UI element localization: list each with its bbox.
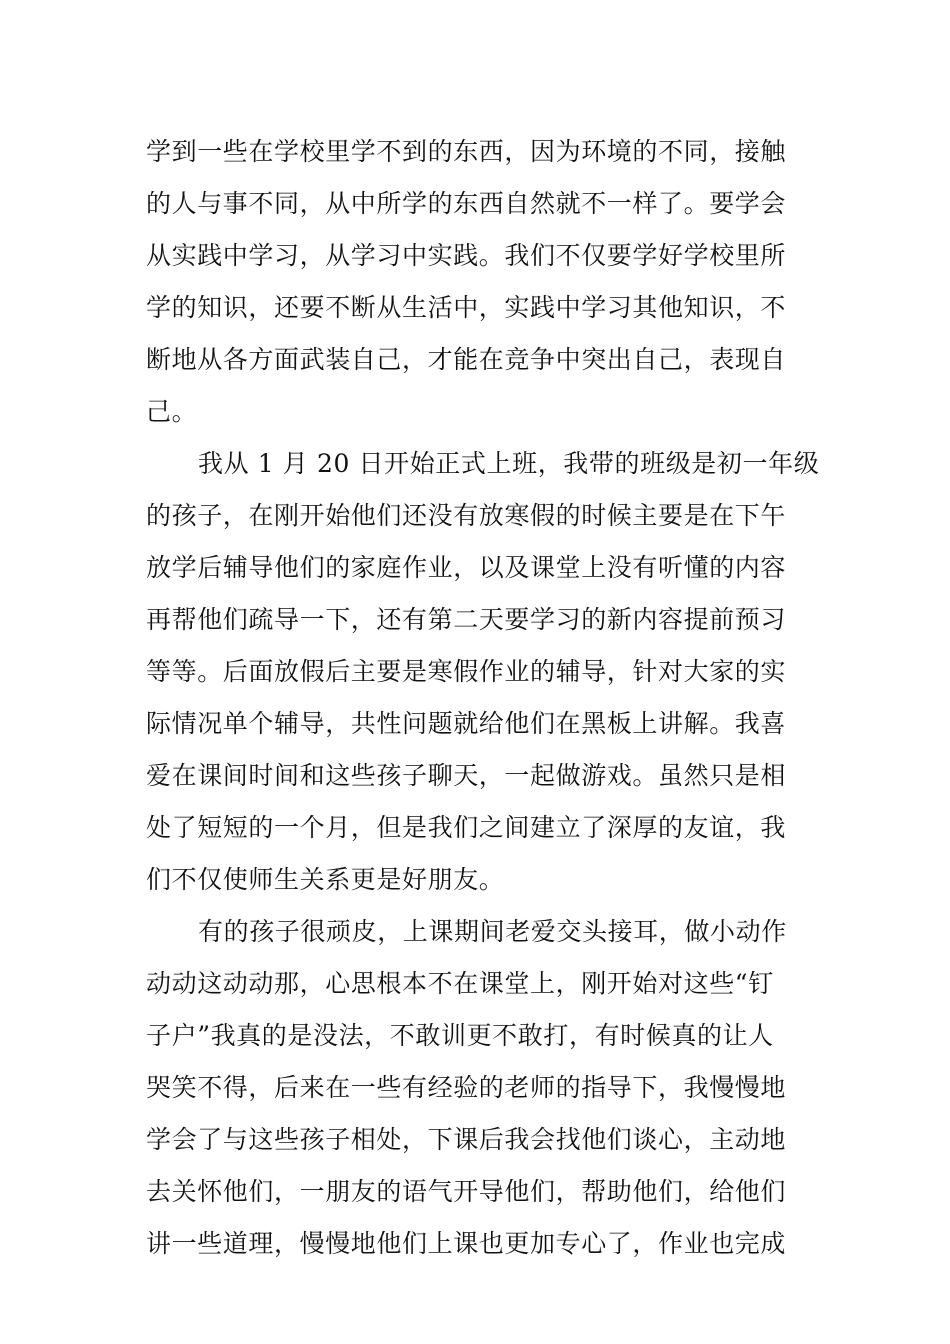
text-line: 学会了与这些孩子相处，下课后我会找他们谈心，主动地: [146, 1125, 787, 1154]
paragraph-1: [146, 126, 806, 438]
text-line: 际情况单个辅导，共性问题就给他们在黑板上讲解。我喜: [146, 709, 787, 738]
document-body: [146, 126, 820, 1270]
text-line: 断地从各方面武装自己，才能在竞争中突出自己，表现自: [146, 345, 787, 374]
text-line: 的孩子，在刚开始他们还没有放寒假的时候主要是在下午: [146, 501, 787, 530]
text-line: 再帮他们疏导一下，还有第二天要学习的新内容提前预习: [146, 605, 787, 634]
text-line: 等等。后面放假后主要是寒假作业的辅导，针对大家的实: [146, 657, 787, 686]
text-line: 哭笑不得，后来在一些有经验的老师的指导下，我慢慢地: [146, 1073, 787, 1102]
text-line: 去关怀他们，一朋友的语气开导他们，帮助他们，给他们: [146, 1177, 787, 1206]
text-line: 学的知识，还要不断从生活中，实践中学习其他知识，不: [146, 293, 787, 322]
text-line: 从实践中学习，从学习中实践。我们不仅要学好学校里所: [146, 241, 787, 270]
text-line: 处了短短的一个月，但是我们之间建立了深厚的友谊，我: [146, 813, 787, 842]
text-line: 有的孩子很顽皮，上课期间老爱交头接耳，做小动作: [198, 917, 787, 946]
text-line: 的人与事不同，从中所学的东西自然就不一样了。要学会: [146, 189, 787, 218]
text-line: 我从 1 月 20 日开始正式上班，我带的班级是初一年级: [198, 449, 820, 478]
text-line: 们不仅使师生关系更是好朋友。: [146, 865, 505, 894]
text-line: 爱在课间时间和这些孩子聊天，一起做游戏。虽然只是相: [146, 761, 787, 790]
text-line: 子户”我真的是没法，不敢训更不敢打，有时候真的让人: [146, 1021, 774, 1050]
text-line: 学到一些在学校里学不到的东西，因为环境的不同，接触: [146, 137, 787, 166]
paragraph-2: [146, 438, 820, 906]
text-line: 动动这动动那，心思根本不在课堂上，刚开始对这些“钉: [146, 969, 774, 998]
text-line: 放学后辅导他们的家庭作业，以及课堂上没有听懂的内容: [146, 553, 787, 582]
text-line: 讲一些道理，慢慢地他们上课也更加专心了，作业也完成: [146, 1229, 787, 1258]
paragraph-3: [146, 906, 806, 1270]
text-line: 己。: [146, 397, 198, 426]
